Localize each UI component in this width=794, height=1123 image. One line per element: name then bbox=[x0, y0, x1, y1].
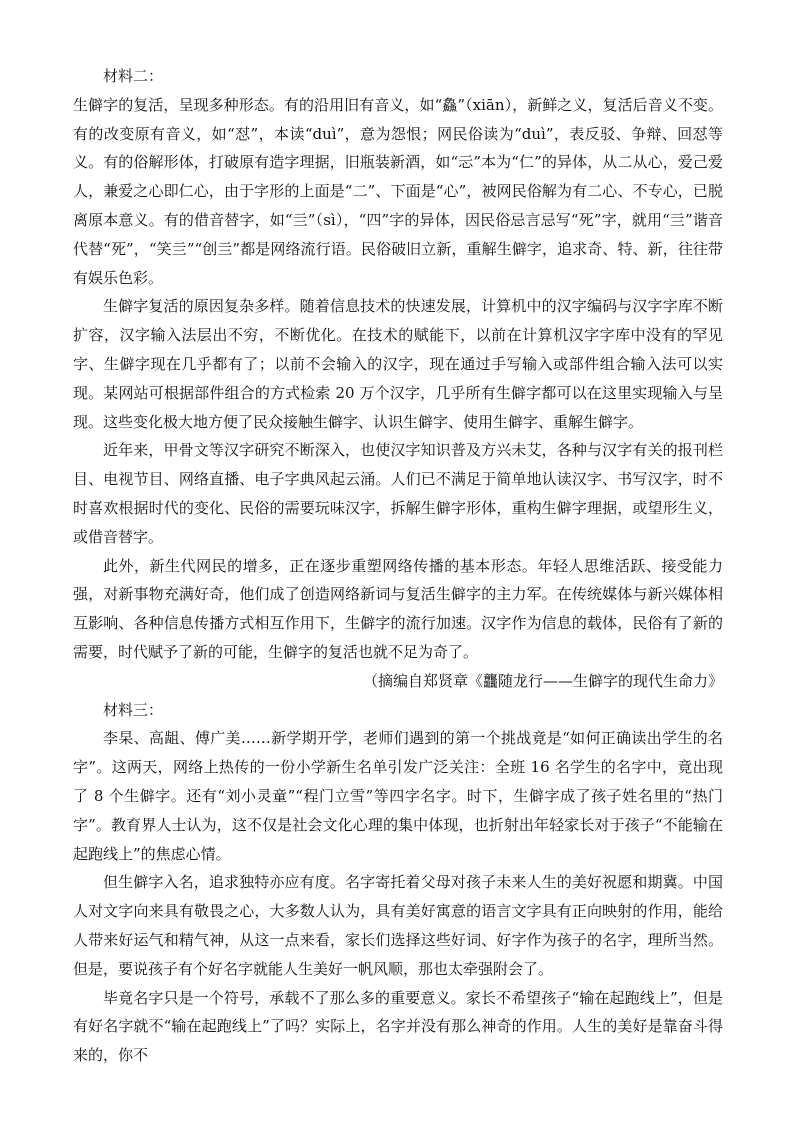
material3-paragraph-2: 但生僻字入名，追求独特亦应有度。名字寄托着父母对孩子未来人生的美好祝愿和期冀。中国人对文字向来具有敬畏之心，大多数人认为，具有美好寓意的语言文字具有正向映射的作用，能给人带来好运气和精气神，从这一点来看，家长们选择这些好词、好字作为孩子的名字，理所当然。但是，要说孩子有个好名字就能人生美好一帆风顺，那也太牵强附会了。 bbox=[73, 873, 723, 978]
document-body bbox=[73, 62, 723, 1070]
material2-citation: （摘编自郑贤章《龘随龙行——生僻字的现代生命力》 bbox=[362, 671, 723, 690]
material2-paragraph-3: 近年来，甲骨文等汉字研究不断深入，也使汉字知识普及方兴未艾，各种与汉字有关的报刊栏目、电视节目、网络直播、电子字典风起云涌。人们已不满足于简单地认读汉字、书写汉字，时不时喜欢根据时代的变化、民俗的需要玩味汉字，拆解生僻字形体，重构生僻字理据，或望形生义，或借音替字。 bbox=[73, 441, 723, 546]
material3-paragraph-3: 毕竟名字只是一个符号，承载不了那么多的重要意义。家长不希望孩子“输在起跑线上”，但是有好名字就不“输在起跑线上”了吗？实际上，名字并没有那么神奇的作用。人生的美好是靠奋斗得来的，你不 bbox=[73, 988, 723, 1065]
material3-heading: 材料三： bbox=[103, 700, 164, 719]
material2-heading: 材料二： bbox=[103, 67, 164, 85]
material3-paragraph-1: 李杲、高龃、傅广美……新学期开学，老师们遇到的第一个挑战竟是“如何正确读出学生的名字”。这两天，网络上热传的一份小学新生名单引发广泛关注：全班 16 名学生的名字中，竟出现了 8 个生僻字。还有“刘小灵童”“程门立雪”等四字名字。时下，生僻字成了孩子姓名里的“热门字”。教育界人士认为，这不仅是社会文化心理的集中体现，也折射出年轻家长对于孩子“不能输在起跑线上”的焦虑心情。 bbox=[73, 729, 723, 863]
material2-paragraph-4: 此外，新生代网民的增多，正在逐步重塑网络传播的基本形态。年轻人思维活跃、接受能力强，对新事物充满好奇，他们成了创造网络新词与复活生僻字的主力军。在传统媒体与新兴媒体相互影响、各种信息传播方式相互作用下，生僻字的流行加速。汉字作为信息的载体，民俗有了新的需要，时代赋予了新的可能，生僻字的复活也就不足为奇了。 bbox=[73, 556, 723, 661]
material2-paragraph-1: 生僻字的复活，呈现多种形态。有的沿用旧有音义，如“鱻”（xiān），新鲜之义，复活后音义不变。有的改变原有音义，如“怼”，本读“duì”，意为怨恨；网民俗读为“duì”，表反驳、争辩、回怼等义。有的俗解形体，打破原有造字理据，旧瓶装新酒，如“忈”本为“仁”的异体，从二从心，爱己爱人，兼爱之心即仁心，由于字形的上面是“二”、下面是“心”，被网民俗解为有二心、不专心，已脱离原本意义。有的借音替字，如“亖”（sì），“四”字的异体，因民俗忌言忌写“死”字，就用“亖”谐音代替“死”，“笑亖”“创亖”都是网络流行语。民俗破旧立新，重解生僻字，追求奇、特、新，往往带有娱乐色彩。 bbox=[73, 95, 723, 287]
material2-paragraph-2: 生僻字复活的原因复杂多样。随着信息技术的快速发展，计算机中的汉字编码与汉字字库不断扩容，汉字输入法层出不穷，不断优化。在技术的赋能下，以前在计算机汉字字库中没有的罕见字、生僻字现在几乎都有了；以前不会输入的汉字，现在通过手写输入或部件组合输入法可以实现。某网站可根据部件组合的方式检索 20 万个汉字，几乎所有生僻字都可以在这里实现输入与呈现。这些变化极大地方便了民众接触生僻字、认识生僻字、使用生僻字、重解生僻字。 bbox=[73, 297, 723, 431]
